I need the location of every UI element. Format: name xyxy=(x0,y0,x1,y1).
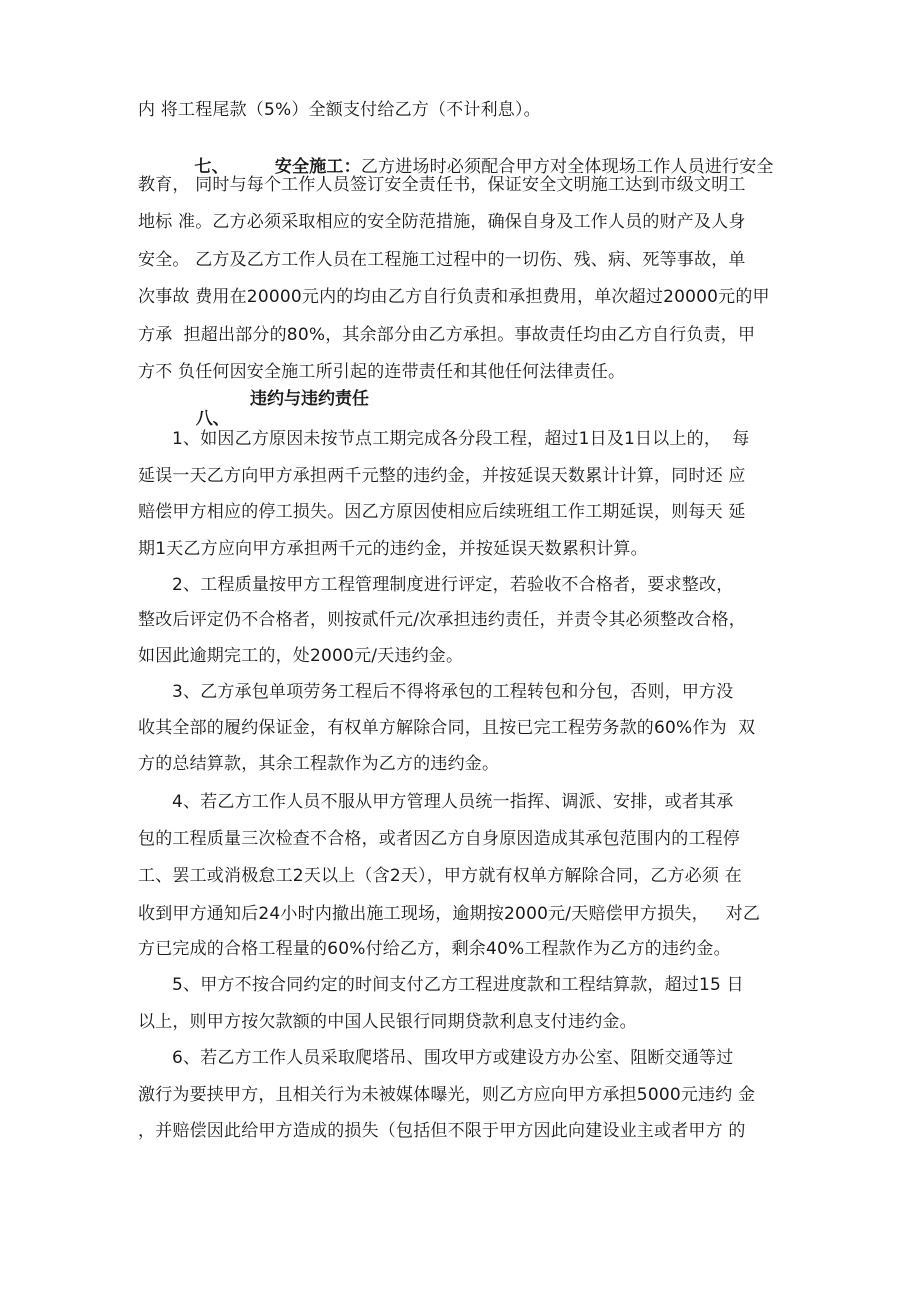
paragraph-line: 方不 负任何因安全施工所引起的连带责任和其他任何法律责任。 xyxy=(138,362,626,382)
paragraph-line: 工、罢工或消极怠工2天以上（含2天），甲方就有权单方解除合同，乙方必须 在 xyxy=(138,866,742,886)
section-8-number: 八、 xyxy=(195,409,230,429)
paragraph-line: 地标 准。乙方必须采取相应的安全防范措施，确保自身及工作人员的财产及人身 xyxy=(138,212,746,232)
paragraph-line: 方承 担超出部分的80%，其余部分由乙方承担。事故责任均由乙方自行负责，甲 xyxy=(138,325,756,345)
paragraph-line: 激行为要挟甲方，且相关行为未被媒体曝光，则乙方应向甲方承担5000元违约 金 xyxy=(138,1085,756,1105)
paragraph-line: 4、若乙方工作人员不服从甲方管理人员统一指挥、调派、安排，或者其承 xyxy=(172,792,734,812)
paragraph-line: 5、甲方不按合同约定的时间支付乙方工程进度款和工程结算款，超过15 日 xyxy=(172,975,744,995)
section-7-title: 安全施工： xyxy=(274,157,361,177)
paragraph-line: 以上，则甲方按欠款额的中国人民银行同期贷款利息支付违约金。 xyxy=(138,1012,637,1032)
paragraph-line: 如因此逾期完工的，处2000元/天违约金。 xyxy=(138,646,464,666)
paragraph-line: 收其全部的履约保证金，有权单方解除合同，且按已完工程劳务款的60%作为 双 xyxy=(138,718,756,738)
paragraph-line: 内 将工程尾款（5%）全额支付给乙方（不计利息）。 xyxy=(138,100,541,120)
paragraph-line: 2、工程质量按甲方工程管理制度进行评定，若验收不合格者，要求整改， xyxy=(172,575,734,595)
paragraph-line: 教育， 同时与每个工作人员签订安全责任书，保证安全文明施工达到市级文明工 xyxy=(138,175,746,195)
paragraph-line: 次事故 费用在20000元内的均由乙方自行负责和承担费用，单次超过20000元的甲 xyxy=(138,287,770,307)
paragraph-line: 赔偿甲方相应的停工损失。因乙方原因使相应后续班组工作工期延误，则每天 延 xyxy=(138,502,746,522)
paragraph-line: 方的总结算款，其余工程款作为乙方的违约金。 xyxy=(138,754,500,774)
paragraph-line: ，并赔偿因此给甲方造成的损失（包括但不限于甲方因此向建设业主或者甲方 的 xyxy=(138,1121,746,1141)
paragraph-line: 包的工程质量三次检查不合格，或者因乙方自身原因造成其承包范围内的工程停 xyxy=(138,829,740,849)
section-7-number: 七、 xyxy=(194,157,229,177)
paragraph-line: 乙方进场时必须配合甲方对全体现场工作人员进行安全 xyxy=(360,157,774,177)
paragraph-line: 延误一天乙方向甲方承担两千元整的违约金，并按延误天数累计计算，同时还 应 xyxy=(138,466,746,486)
paragraph-line: 方已完成的合格工程量的60%付给乙方，剩余40%工程款作为乙方的违约金。 xyxy=(138,939,731,959)
paragraph-line: 期1天乙方应向甲方承担两千元的违约金，并按延误天数累积计算。 xyxy=(138,539,648,559)
paragraph-line: 安全。 乙方及乙方工作人员在工程施工过程中的一切伤、残、病、死等事故，单 xyxy=(138,250,746,270)
paragraph-line: 6、若乙方工作人员采取爬塔吊、围攻甲方或建设方办公室、阻断交通等过 xyxy=(172,1048,734,1068)
paragraph-line: 3、乙方承包单项劳务工程后不得将承包的工程转包和分包，否则，甲方没 xyxy=(172,682,734,702)
paragraph-line: 1、如因乙方原因未按节点工期完成各分段工程，超过1日及1日以上的， 每 xyxy=(172,429,750,449)
paragraph-line: 收到甲方通知后24小时内撤出施工现场，逾期按2000元/天赔偿甲方损失， 对乙 xyxy=(138,904,761,924)
paragraph-line: 整改后评定仍不合格者，则按贰仟元/次承担违约责任，并责令其必须整改合格， xyxy=(138,610,746,630)
section-8-title: 违约与违约责任 xyxy=(250,389,369,409)
